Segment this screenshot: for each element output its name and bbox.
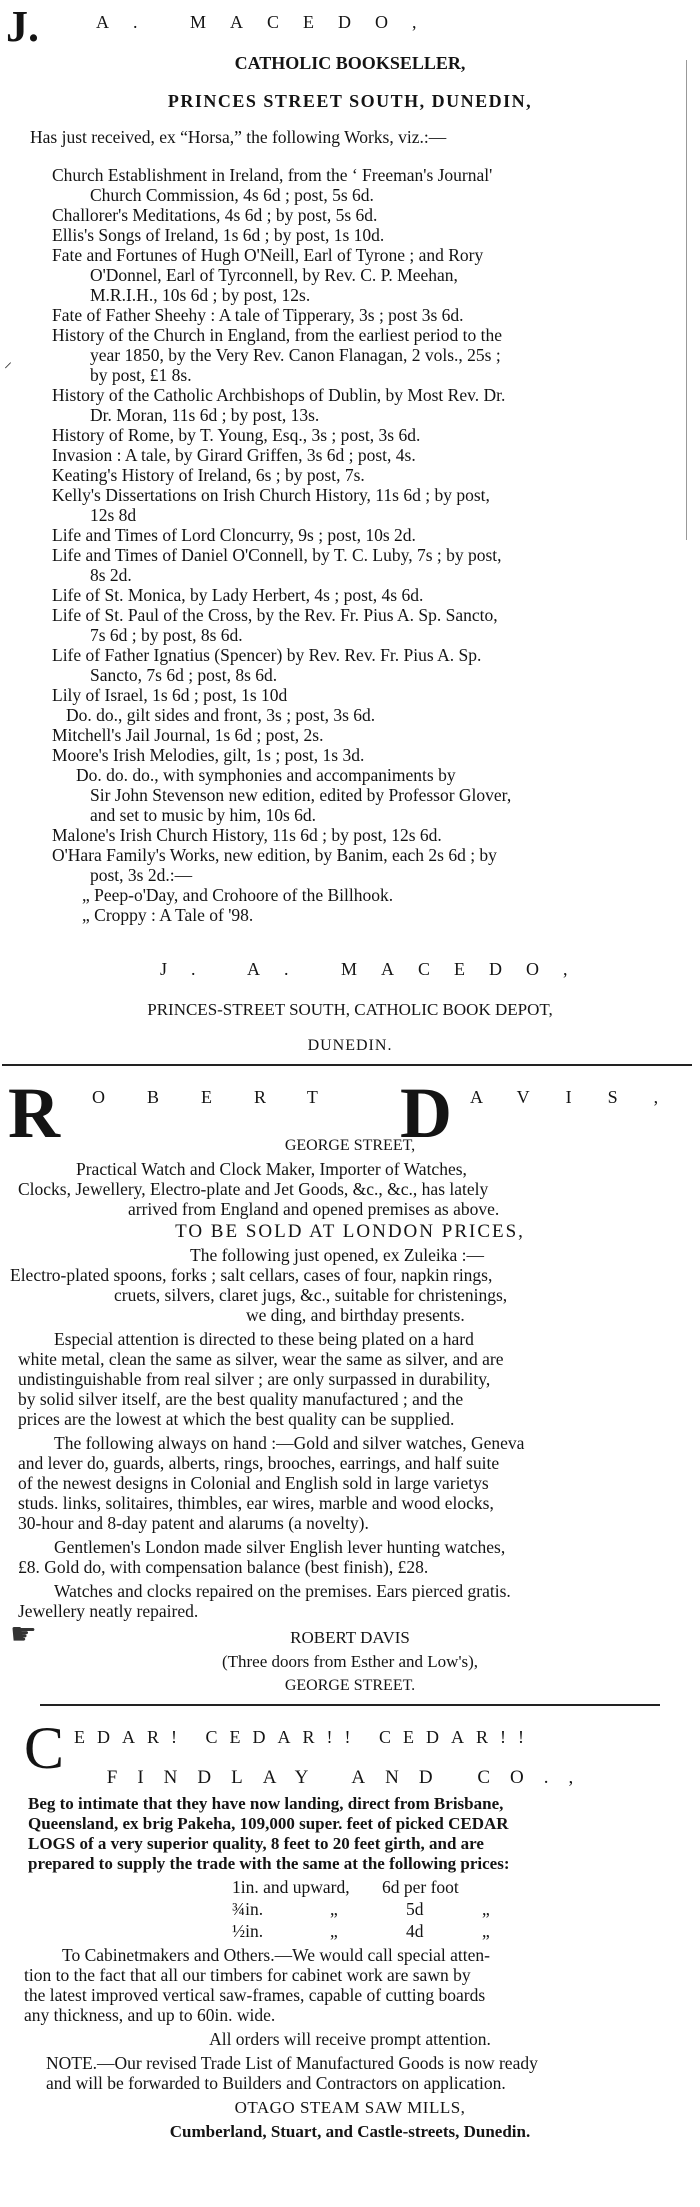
body-line: undistinguishable from real silver ; are only surpassed in durability, bbox=[18, 1369, 491, 1389]
list-item: and set to music by him, 10s 6d. bbox=[90, 805, 317, 825]
list-item: Do. do., gilt sides and front, 3s ; post, 3s 6d. bbox=[66, 705, 376, 725]
davis-street: GEORGE STREET, bbox=[284, 1137, 416, 1154]
price-ditto: „ bbox=[330, 1921, 338, 1941]
body-line: we ding, and birthday presents. bbox=[246, 1305, 465, 1325]
body-line: by solid silver itself, are the best quality manufactured ; and the bbox=[18, 1389, 464, 1409]
list-item: Sir John Stevenson new edition, edited by Professor Glover, bbox=[90, 785, 512, 805]
price-size: ½in. bbox=[232, 1921, 264, 1941]
price-size: ¾in. bbox=[232, 1899, 264, 1919]
list-item: Dr. Moran, 11s 6d ; by post, 13s. bbox=[90, 405, 320, 425]
cedar-initial: C bbox=[24, 1715, 65, 1781]
cedar-signature-address: Cumberland, Stuart, and Castle-streets, Dunedin. bbox=[169, 2122, 531, 2141]
macedo-address: PRINCES STREET SOUTH, DUNEDIN, bbox=[167, 91, 533, 111]
list-item: O'Donnel, Earl of Tyrconnell, by Rev. C. P. Meehan, bbox=[90, 265, 458, 285]
davis-name-second: AVIS, bbox=[470, 1087, 695, 1107]
cedar-body-line: NOTE.—Our revised Trade List of Manufactured Goods is now ready bbox=[46, 2053, 538, 2073]
list-item: Kelly's Dissertations on Irish Church History, 11s 6d ; by post, bbox=[52, 485, 490, 505]
list-item: History of the Catholic Archbishops of Dublin, by Most Rev. Dr. bbox=[52, 385, 506, 405]
list-item: Challorer's Meditations, 4s 6d ; by post, 5s 6d. bbox=[52, 205, 378, 225]
list-item: Life of St. Monica, by Lady Herbert, 4s ; post, 4s 6d. bbox=[52, 585, 424, 605]
body-line: prices are the lowest at which the best quality can be supplied. bbox=[18, 1409, 455, 1429]
list-item: post, 3s 2d.:— bbox=[90, 865, 193, 885]
price-ditto: „ bbox=[482, 1921, 490, 1941]
list-item: 7s 6d ; by post, 8s 6d. bbox=[90, 625, 243, 645]
cedar-body-line: To Cabinetmakers and Others.—We would call special atten- bbox=[62, 1945, 490, 1965]
list-item: Moore's Irish Melodies, gilt, 1s ; post, 1s 3d. bbox=[52, 745, 365, 765]
list-item: Fate and Fortunes of Hugh O'Neill, Earl of Tyrone ; and Rory bbox=[52, 245, 484, 265]
davis-initial-r: R bbox=[8, 1073, 60, 1153]
price-size: 1in. and upward, bbox=[232, 1877, 350, 1897]
cedar-line: LOGS of a very superior quality, 8 feet to 20 feet girth, and are bbox=[28, 1834, 484, 1853]
list-item: year 1850, by the Very Rev. Canon Flanagan, 2 vols., 25s ; bbox=[90, 345, 501, 365]
list-item: „ Croppy : A Tale of '98. bbox=[82, 905, 254, 925]
macedo-signature-city: DUNEDIN. bbox=[307, 1037, 393, 1054]
list-item: Life and Times of Lord Cloncurry, 9s ; post, 10s 2d. bbox=[52, 525, 416, 545]
body-line: Jewellery neatly repaired. bbox=[18, 1601, 199, 1621]
body-line: The following just opened, ex Zuleika :— bbox=[190, 1245, 485, 1265]
davis-line: arrived from England and opened premises as above. bbox=[128, 1199, 500, 1219]
list-item: by post, £1 8s. bbox=[90, 365, 192, 385]
davis-line: Clocks, Jewellery, Electro-plate and Jet Goods, &c., &c., has lately bbox=[18, 1179, 489, 1199]
body-line: The following always on hand :—Gold and silver watches, Geneva bbox=[54, 1433, 525, 1453]
davis-initial-d: D bbox=[400, 1073, 452, 1153]
list-item: 8s 2d. bbox=[90, 565, 132, 585]
cedar-body-line: and will be forwarded to Builders and Contractors on application. bbox=[46, 2073, 506, 2093]
section-divider bbox=[2, 1064, 692, 1066]
list-item: Life of St. Paul of the Cross, by the Rev. Fr. Pius A. Sp. Sancto, bbox=[52, 605, 498, 625]
cedar-body-line: All orders will receive prompt attention. bbox=[209, 2029, 491, 2049]
davis-headline: TO BE SOLD AT LONDON PRICES, bbox=[175, 1221, 525, 1242]
body-line: of the newest designs in Colonial and English sold in large varietys bbox=[18, 1473, 489, 1493]
cedar-line: prepared to supply the trade with the same at the following prices: bbox=[28, 1854, 510, 1873]
pointing-hand-icon: ☛ bbox=[10, 1618, 37, 1651]
list-item: O'Hara Family's Works, new edition, by Banim, each 2s 6d ; by bbox=[52, 845, 497, 865]
macedo-heading: A. MACEDO, bbox=[96, 12, 441, 32]
cedar-body-line: tion to the fact that all our timbers for cabinet work are sawn by bbox=[24, 1965, 471, 1985]
price-value: 4d bbox=[406, 1921, 424, 1941]
davis-line: Practical Watch and Clock Maker, Importer of Watches, bbox=[76, 1159, 467, 1179]
list-item: 12s 8d bbox=[90, 505, 137, 525]
column-rule bbox=[686, 60, 687, 540]
list-item: M.R.I.H., 10s 6d ; by post, 12s. bbox=[90, 285, 311, 305]
list-item: Keating's History of Ireland, 6s ; by post, 7s. bbox=[52, 465, 365, 485]
cedar-firm: FINDLAY AND CO., bbox=[106, 1767, 594, 1788]
cedar-body-line: any thickness, and up to 60in. wide. bbox=[24, 2005, 276, 2025]
list-item: Church Establishment in Ireland, from the ‘ Freeman's Journal' bbox=[52, 165, 493, 185]
list-item: „ Peep-o'Day, and Crohoore of the Billhook. bbox=[82, 885, 394, 905]
list-item: Life of Father Ignatius (Spencer) by Rev. Rev. Fr. Pius A. Sp. bbox=[52, 645, 482, 665]
cedar-signature-name: OTAGO STEAM SAW MILLS, bbox=[234, 2098, 466, 2117]
price-value: 6d per foot bbox=[382, 1877, 459, 1897]
price-value: 5d bbox=[406, 1899, 424, 1919]
body-line: Especial attention is directed to these being plated on a hard bbox=[54, 1329, 474, 1349]
list-item: History of Rome, by T. Young, Esq., 3s ; post, 3s 6d. bbox=[52, 425, 421, 445]
body-line: Watches and clocks repaired on the premises. Ears pierced gratis. bbox=[54, 1581, 511, 1601]
list-item: Lily of Israel, 1s 6d ; post, 1s 10d bbox=[52, 685, 288, 705]
list-item: Malone's Irish Church History, 11s 6d ; by post, 12s 6d. bbox=[52, 825, 442, 845]
cedar-body-line: the latest improved vertical saw-frames, capable of cutting boards bbox=[24, 1985, 486, 2005]
list-item: Church Commission, 4s 6d ; post, 5s 6d. bbox=[90, 185, 374, 205]
list-item: Ellis's Songs of Ireland, 1s 6d ; by post, 1s 10d. bbox=[52, 225, 385, 245]
davis-signature-location: (Three doors from Esther and Low's), bbox=[221, 1652, 479, 1671]
body-line: studs. links, solitaires, thimbles, ear wires, marble and wood elocks, bbox=[18, 1493, 494, 1513]
cedar-headline: EDAR! CEDAR!! CEDAR!! bbox=[74, 1727, 536, 1747]
list-item: Life and Times of Daniel O'Connell, by T. C. Luby, 7s ; by post, bbox=[52, 545, 502, 565]
macedo-intro: Has just received, ex “Horsa,” the following Works, viz.:— bbox=[30, 127, 447, 147]
margin-mark: ⸝ bbox=[4, 354, 13, 371]
body-line: Electro-plated spoons, forks ; salt cellars, cases of four, napkin rings, bbox=[10, 1265, 493, 1285]
macedo-initial: J. bbox=[6, 2, 39, 51]
body-line: and lever do, guards, alberts, rings, brooches, earrings, and half suite bbox=[18, 1453, 500, 1473]
list-item: Do. do. do., with symphonies and accompaniments by bbox=[76, 765, 456, 785]
price-ditto: „ bbox=[482, 1899, 490, 1919]
list-item: Fate of Father Sheehy : A tale of Tipperary, 3s ; post 3s 6d. bbox=[52, 305, 464, 325]
list-item: Sancto, 7s 6d ; post, 8s 6d. bbox=[90, 665, 278, 685]
macedo-signature-address: PRINCES-STREET SOUTH, CATHOLIC BOOK DEPOT, bbox=[147, 1000, 553, 1019]
list-item: Invasion : A tale, by Girard Griffen, 3s 6d ; post, 4s. bbox=[52, 445, 416, 465]
cedar-line: Queensland, ex brig Pakeha, 109,000 super. feet of picked CEDAR bbox=[28, 1814, 509, 1833]
macedo-signature-name: J. A. MACEDO, bbox=[160, 959, 592, 979]
body-line: Gentlemen's London made silver English lever hunting watches, bbox=[54, 1537, 506, 1557]
body-line: cruets, silvers, claret jugs, &c., suitable for christenings, bbox=[114, 1285, 508, 1305]
body-line: white metal, clean the same as silver, wear the same as silver, and are bbox=[18, 1349, 504, 1369]
list-item: Mitchell's Jail Journal, 1s 6d ; post, 2s. bbox=[52, 725, 324, 745]
davis-signature-name: ROBERT DAVIS bbox=[290, 1628, 410, 1647]
body-line: 30-hour and 8-day patent and alarums (a novelty). bbox=[18, 1513, 369, 1533]
body-line: £8. Gold do, with compensation balance (best finish), £28. bbox=[18, 1557, 429, 1577]
list-item: History of the Church in England, from the earliest period to the bbox=[52, 325, 503, 345]
section-divider bbox=[40, 1704, 660, 1706]
davis-name-first: OBERT bbox=[92, 1087, 360, 1107]
davis-signature-street: GEORGE STREET. bbox=[284, 1677, 416, 1694]
price-ditto: „ bbox=[330, 1899, 338, 1919]
macedo-subtitle: CATHOLIC BOOKSELLER, bbox=[234, 53, 466, 73]
cedar-line: Beg to intimate that they have now landing, direct from Brisbane, bbox=[28, 1794, 504, 1813]
